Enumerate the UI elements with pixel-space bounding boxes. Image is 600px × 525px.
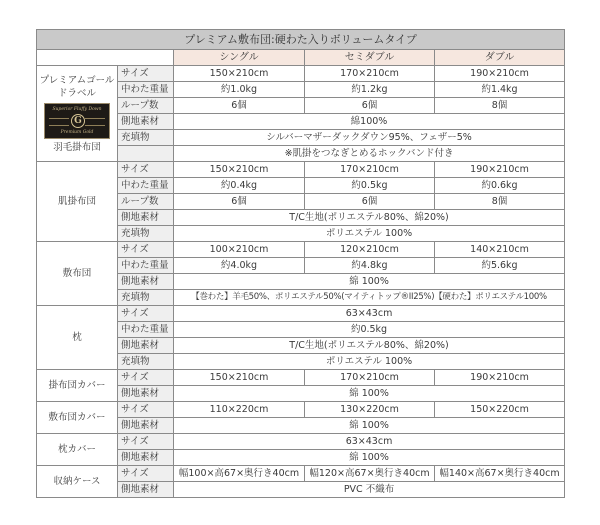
value-cell-merged: PVC 不織布 — [174, 482, 565, 498]
value-cell: 170×210cm — [305, 66, 435, 82]
value-cell-merged: 綿100% — [174, 114, 565, 130]
category-shikibuton — [37, 242, 118, 306]
row-label: サイズ — [118, 306, 174, 322]
category-umou — [37, 66, 118, 162]
category-name: 掛布団カバー — [48, 380, 106, 391]
row-label: サイズ — [118, 466, 174, 482]
value-cell-merged: 63×43cm — [174, 434, 565, 450]
value-cell: 170×210cm — [305, 162, 435, 178]
category-name: 敷布団カバー — [48, 412, 106, 423]
value-cell: 8個 — [435, 194, 565, 210]
row-label: 側地素材 — [118, 482, 174, 498]
gold-emblem-icon: G — [71, 114, 85, 128]
value-cell: 8個 — [435, 98, 565, 114]
label-text-top: Superior Fluffy Down — [52, 106, 102, 112]
table-row — [37, 466, 565, 482]
row-label: 中わた重量 — [118, 178, 174, 194]
row-label: 側地素材 — [118, 450, 174, 466]
value-cell-merged: 【巻わた】羊毛50%、ポリエステル50%(マイティトップ®II25%)【硬わた】ポリエステル100% — [174, 290, 565, 306]
row-label: ループ数 — [118, 98, 174, 114]
category-subname: 羽毛掛布団 — [53, 141, 101, 153]
value-cell: 150×210cm — [174, 162, 305, 178]
value-cell-merged: ポリエステル 100% — [174, 226, 565, 242]
category-name: プレミアムゴールドラベル — [39, 74, 115, 99]
row-label: サイズ — [118, 162, 174, 178]
value-cell-merged: ポリエステル 100% — [174, 354, 565, 370]
category-shikicover — [37, 402, 118, 434]
label-ornament-right — [85, 118, 105, 126]
row-label: 充填物 — [118, 226, 174, 242]
value-cell-merged: T/C生地(ポリエステル80%、綿20%) — [174, 210, 565, 226]
spec-table — [36, 29, 565, 498]
value-cell: 170×210cm — [305, 370, 435, 386]
value-cell: 約0.6kg — [435, 178, 565, 194]
value-cell: 140×210cm — [435, 242, 565, 258]
value-cell: 150×210cm — [174, 370, 305, 386]
table-row — [37, 434, 565, 450]
row-label: 側地素材 — [118, 274, 174, 290]
value-cell: 幅120×高67×奥行き40cm — [305, 466, 435, 482]
row-label: サイズ — [118, 66, 174, 82]
row-label: 側地素材 — [118, 418, 174, 434]
value-cell: 150×210cm — [174, 66, 305, 82]
value-cell: 6個 — [305, 194, 435, 210]
value-cell-merged: 綿 100% — [174, 274, 565, 290]
table-title: プレミアム敷布団:硬わた入りボリュームタイプ — [37, 30, 565, 50]
table-row — [37, 402, 565, 418]
row-label — [118, 146, 174, 162]
table-row — [37, 370, 565, 386]
category-makura — [37, 306, 118, 370]
row-label: サイズ — [118, 242, 174, 258]
value-cell: 100×210cm — [174, 242, 305, 258]
label-text-bottom: Premium Gold — [60, 129, 94, 135]
row-label: 側地素材 — [118, 386, 174, 402]
value-cell-merged: シルバーマザーダックダウン95%、フェザー5% — [174, 130, 565, 146]
header-blank-cell — [37, 50, 174, 66]
value-cell: 約5.6kg — [435, 258, 565, 274]
column-header-double: ダブル — [435, 50, 565, 66]
value-cell: 約1.2kg — [305, 82, 435, 98]
table-row — [37, 306, 565, 322]
category-name: 肌掛布団 — [57, 196, 96, 207]
value-cell: 約0.4kg — [174, 178, 305, 194]
value-cell-merged: 綿 100% — [174, 450, 565, 466]
value-cell: 幅140×高67×奥行き40cm — [435, 466, 565, 482]
label-ornament-left — [49, 118, 69, 126]
value-cell-merged: ※肌掛をつなぎとめるホックバンド付き — [174, 146, 565, 162]
value-cell: 約4.8kg — [305, 258, 435, 274]
value-cell: 6個 — [174, 98, 305, 114]
row-label: 中わた重量 — [118, 82, 174, 98]
row-label: サイズ — [118, 402, 174, 418]
table-row — [37, 66, 565, 82]
category-storage — [37, 466, 118, 498]
table-row — [37, 242, 565, 258]
category-makuracover — [37, 434, 118, 466]
value-cell: 190×210cm — [435, 162, 565, 178]
row-label: 充填物 — [118, 290, 174, 306]
value-cell: 150×220cm — [435, 402, 565, 418]
value-cell: 約0.5kg — [305, 178, 435, 194]
category-name: 敷布団 — [62, 268, 92, 279]
premium-gold-label-image — [44, 103, 110, 139]
category-kakecover — [37, 370, 118, 402]
row-label: 側地素材 — [118, 338, 174, 354]
column-header-semidouble: セミダブル — [305, 50, 435, 66]
value-cell: 6個 — [174, 194, 305, 210]
value-cell-merged: 綿 100% — [174, 386, 565, 402]
category-name: 枕 — [72, 332, 82, 343]
value-cell: 6個 — [305, 98, 435, 114]
value-cell: 約4.0kg — [174, 258, 305, 274]
value-cell: 約1.0kg — [174, 82, 305, 98]
row-label: 充填物 — [118, 354, 174, 370]
table-row — [37, 162, 565, 178]
row-label: 側地素材 — [118, 114, 174, 130]
column-header-single: シングル — [174, 50, 305, 66]
category-hadagake — [37, 162, 118, 242]
value-cell: 130×220cm — [305, 402, 435, 418]
value-cell: 120×210cm — [305, 242, 435, 258]
spec-table-container — [36, 29, 564, 498]
value-cell: 190×210cm — [435, 370, 565, 386]
value-cell-merged: T/C生地(ポリエステル80%、綿20%) — [174, 338, 565, 354]
row-label: 中わた重量 — [118, 322, 174, 338]
category-name: 収納ケース — [53, 476, 101, 487]
row-label: サイズ — [118, 434, 174, 450]
value-cell: 190×210cm — [435, 66, 565, 82]
value-cell: 約1.4kg — [435, 82, 565, 98]
row-label: 充填物 — [118, 130, 174, 146]
row-label: ループ数 — [118, 194, 174, 210]
value-cell: 幅100×高67×奥行き40cm — [174, 466, 305, 482]
value-cell-merged: 綿 100% — [174, 418, 565, 434]
row-label: 側地素材 — [118, 210, 174, 226]
value-cell-merged: 約0.5kg — [174, 322, 565, 338]
row-label: サイズ — [118, 370, 174, 386]
category-name: 枕カバー — [57, 444, 96, 455]
value-cell: 110×220cm — [174, 402, 305, 418]
value-cell-merged: 63×43cm — [174, 306, 565, 322]
row-label: 中わた重量 — [118, 258, 174, 274]
